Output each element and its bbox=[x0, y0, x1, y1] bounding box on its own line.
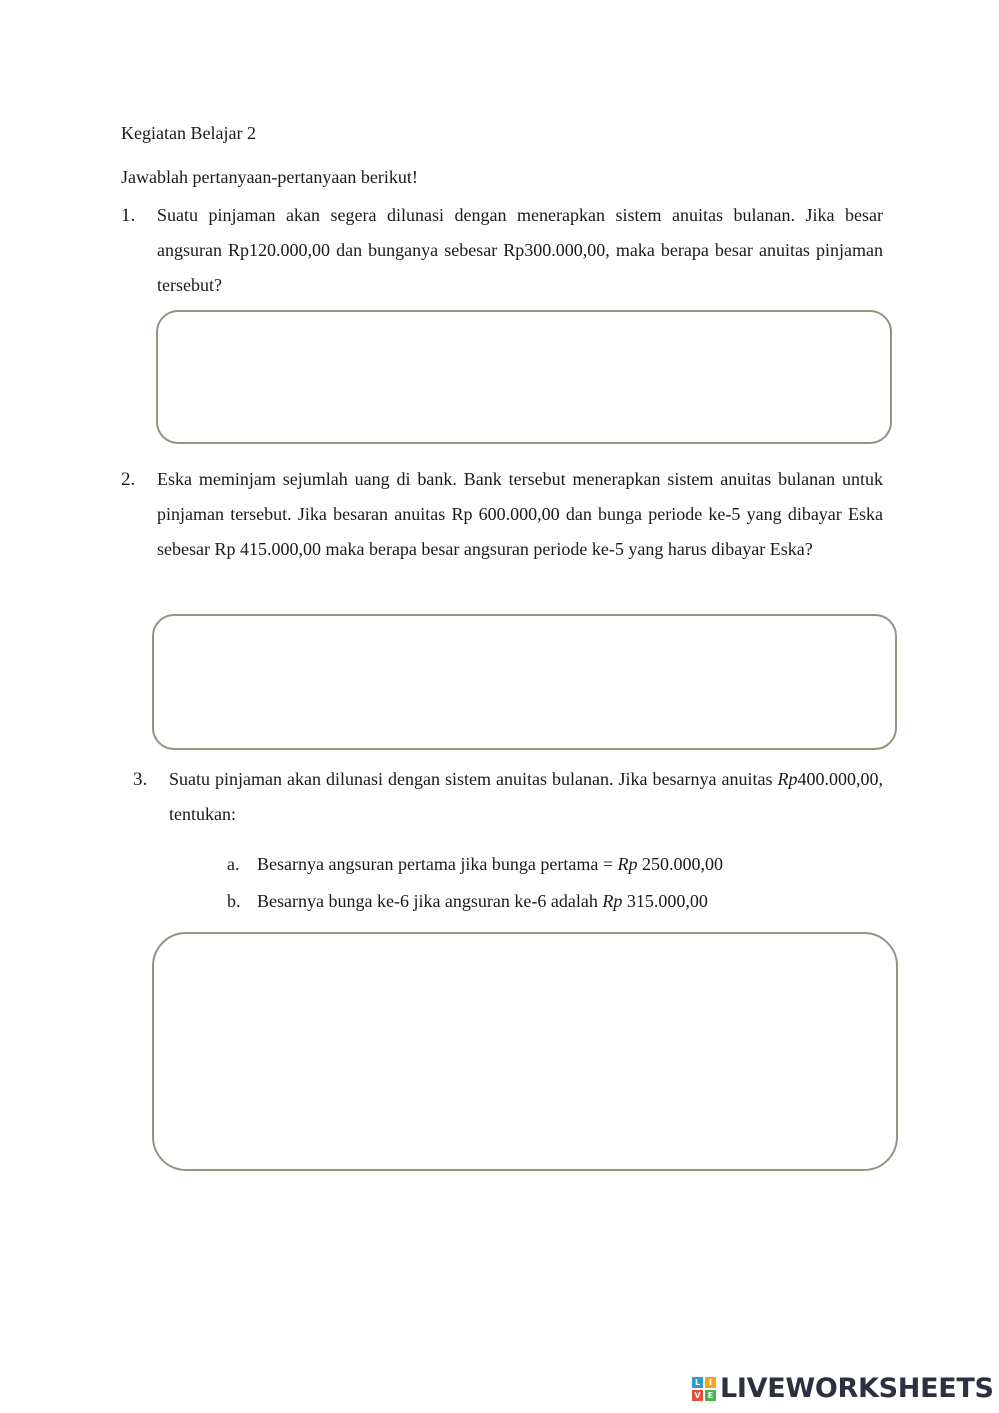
subitem-value: 250.000,00 bbox=[637, 854, 724, 874]
question-number: 3. bbox=[133, 769, 148, 790]
subitem-b bbox=[227, 883, 723, 920]
question-text: Suatu pinjaman akan segera dilunasi dengan menerapkan sistem anuitas bulanan. Jika besar angsuran Rp120.000,00 dan bunganya sebesar Rp300.000,00, maka berapa besar anuitas pinjaman tersebut? bbox=[157, 205, 883, 295]
subitem-text: Besarnya bunga ke-6 jika angsuran ke-6 adalah bbox=[257, 891, 603, 911]
question-3 bbox=[133, 762, 883, 832]
subitem-letter: b. bbox=[227, 891, 241, 911]
answer-box-1[interactable] bbox=[156, 310, 892, 444]
answer-box-2[interactable] bbox=[152, 614, 897, 750]
instruction-text: Jawablah pertanyaan-pertanyaan berikut! bbox=[121, 167, 418, 187]
math-rp: Rp bbox=[617, 854, 638, 874]
subitem-letter: a. bbox=[227, 854, 240, 874]
math-rp: Rp bbox=[777, 769, 798, 789]
logo-tile: V bbox=[692, 1390, 703, 1401]
subitem-list bbox=[227, 846, 723, 920]
answer-box-3[interactable] bbox=[152, 932, 898, 1171]
math-rp: Rp bbox=[602, 891, 623, 911]
logo-tile: E bbox=[705, 1390, 716, 1401]
logo-tile: L bbox=[692, 1377, 703, 1388]
question-2 bbox=[121, 462, 883, 567]
question-text bbox=[169, 762, 883, 832]
subitem-value: 315.000,00 bbox=[622, 891, 708, 911]
subitem-a bbox=[227, 846, 723, 883]
subitem-text: Besarnya angsuran pertama jika bunga pertama = bbox=[257, 854, 618, 874]
question-number: 1. bbox=[121, 205, 136, 226]
question-text: Eska meminjam sejumlah uang di bank. Bank tersebut menerapkan sistem anuitas bulanan untuk pinjaman tersebut. Jika besaran anuitas Rp 600.000,00 dan bunga periode ke-5 yang dibayar Eska sebesar Rp 415.000,00 maka berapa besar angsuran periode ke-5 yang harus dibayar Eska? bbox=[157, 469, 883, 559]
liveworksheets-logo-icon bbox=[692, 1377, 716, 1401]
question-number: 2. bbox=[121, 469, 136, 490]
question-text-end: 400.000,00, tentukan: bbox=[169, 769, 883, 824]
logo-tile: I bbox=[705, 1377, 716, 1388]
question-1 bbox=[121, 198, 883, 303]
liveworksheets-brand bbox=[692, 1374, 994, 1404]
page-title: Kegiatan Belajar 2 bbox=[121, 123, 256, 143]
question-text-start: Suatu pinjaman akan dilunasi dengan sistem anuitas bulanan. Jika besarnya anuitas bbox=[169, 769, 778, 789]
brand-text: LIVEWORKSHEETS bbox=[720, 1373, 994, 1404]
